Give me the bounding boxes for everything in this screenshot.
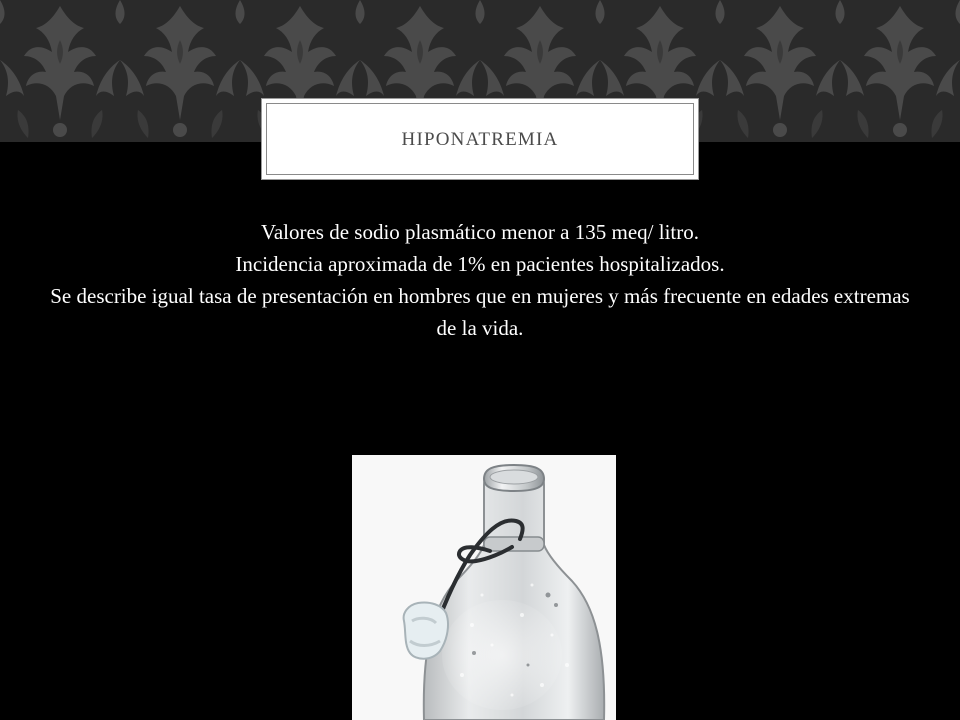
paragraph-gender-age: Se describe igual tasa de presentación en hombres que en mujeres y más frecuente en edades extremas de la vida. xyxy=(50,284,910,340)
slide-title: HIPONATREMIA xyxy=(401,129,559,150)
paragraph-incidence: Incidencia aproximada de 1% en pacientes hospitalizados. xyxy=(235,252,725,276)
title-box xyxy=(261,98,699,180)
swing-top-bottle-image-icon xyxy=(352,455,616,720)
paragraph-sodium-values: Valores de sodio plasmático menor a 135 meq/ litro. xyxy=(261,220,699,244)
slide-body xyxy=(40,216,920,344)
bottle-photo xyxy=(352,455,616,720)
